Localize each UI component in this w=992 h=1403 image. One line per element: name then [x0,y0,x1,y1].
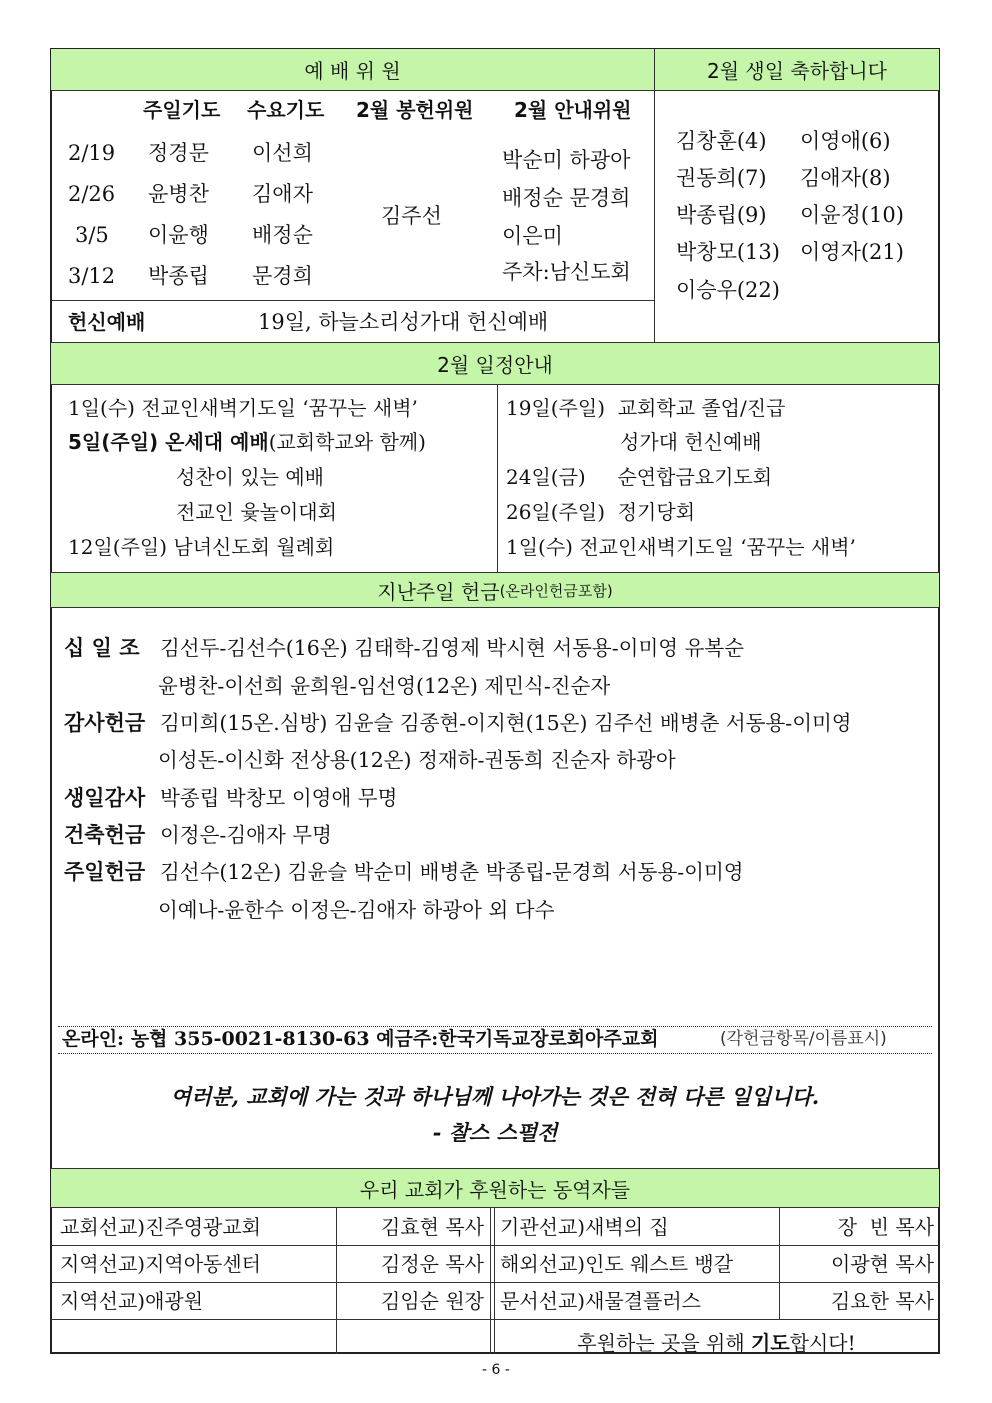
worship-title: 예 배 위 원 [304,59,401,83]
offering-line: 김미희(15온.심방) 김윤슬 김종현-이지현(15온) 김주선 배병춘 서동용-이미영 [160,711,852,735]
offering-member: 김주선 [381,204,442,228]
support-org: 지역선교)애광원 [60,1289,204,1313]
support-org: 해외선교)인도 웨스트 뱅갈 [500,1252,734,1276]
schedule-item: 전교인 윷놀이대회 [176,500,337,524]
col-wednesday-prayer: 수요기도 [247,98,325,122]
birthday-name: 이영자(21) [800,240,904,264]
offering-header [51,572,939,608]
birthday-name: 이영애(6) [800,129,891,153]
support-closing: 후원하는 곳을 위해 기도합시다! [577,1331,856,1355]
birthday-name: 이윤정(10) [800,203,904,227]
support-org: 기관선교)새벽의 집 [500,1215,669,1239]
row-wednesday: 김애자 [252,182,313,206]
divider [654,49,655,342]
support-person: 김요한 목사 [831,1289,934,1313]
offering-label: 감사헌금 [64,711,146,735]
row-sunday: 박종립 [148,264,209,288]
row-wednesday: 배정순 [252,223,313,247]
worship-header [51,49,654,91]
birthday-name: 김창훈(4) [676,129,767,153]
quote-author: - 찰스 스펄전 [432,1120,558,1145]
schedule-title: 2월 일정안내 [437,353,553,377]
schedule-header [51,342,939,385]
offering-label: 건축헌금 [64,823,146,847]
schedule-item: 24일(금) 순연합금요기도회 [506,465,773,489]
schedule-item: 26일(주일) 정기당회 [506,500,696,524]
row-date: 2/26 [68,182,116,206]
offering-line: 윤병찬-이선희 윤희원-임선영(12온) 제민식-진순자 [158,674,611,698]
row-sunday: 이윤행 [148,223,209,247]
divider [497,385,498,572]
row-sunday: 정경문 [148,141,209,165]
offering-label: 주일헌금 [64,860,146,884]
support-org: 지역선교)지역아동센터 [60,1252,262,1276]
usher-line: 배정순 문경희 [502,186,631,210]
offering-line: 이정은-김애자 무명 [160,823,332,847]
schedule-item: 1일(수) 전교인새벽기도일 ‘꿈꾸는 새벽’ [506,535,856,559]
birthday-name: 박종립(9) [676,203,767,227]
dedication-text: 19일, 하늘소리성가대 헌신예배 [258,310,549,334]
birthday-name: 권동희(7) [676,166,767,190]
support-org: 교회선교)진주영광교회 [60,1215,262,1239]
col-usher-team: 2월 안내위원 [514,98,632,122]
offering-label: 십 일 조 [64,636,140,660]
usher-line: 박순미 하광아 [502,148,631,172]
schedule-item: 성찬이 있는 예배 [176,465,324,489]
birthday-title: 2월 생일 축하합니다 [707,59,887,83]
schedule-item: 1일(수) 전교인새벽기도일 ‘꿈꾸는 새벽’ [68,396,418,420]
birthday-name: 김애자(8) [800,166,891,190]
row-date: 3/12 [68,264,116,288]
support-person: 이광현 목사 [831,1252,934,1276]
schedule-item: 5일(주일) 온세대 예배(교회학교와 함께) [68,430,426,454]
offering-label: 생일감사 [64,786,146,810]
divider [51,300,654,301]
row-wednesday: 이선희 [252,141,313,165]
divider [51,1319,939,1320]
usher-line: 이은미 [502,224,563,248]
divider [51,1245,939,1246]
offering-title: 지난주일 헌금 [377,579,500,604]
offering-line: 이성돈-이신화 전상용(12온) 정재하-권동희 진순자 하광아 [158,748,676,772]
online-note: (각헌금항목/이름표시) [720,1029,887,1049]
row-date: 2/19 [68,141,116,165]
birthday-name: 박창모(13) [676,240,780,264]
schedule-item: 12일(주일) 남녀신도회 월례회 [68,535,335,559]
offering-line: 김선수(12온) 김윤슬 박순미 배병춘 박종립-문경희 서동용-이미영 [160,860,744,884]
row-date: 3/5 [75,223,109,247]
offering-title-note: (온라인헌금포함) [499,581,613,600]
offering-line: 박종립 박창모 이영애 무명 [160,786,398,810]
support-person: 김정운 목사 [381,1252,484,1276]
page-number: - 6 - [482,1362,510,1378]
support-person: 장 빈 목사 [837,1215,934,1239]
row-sunday: 윤병찬 [148,182,209,206]
support-person: 김임순 원장 [381,1289,484,1313]
dedication-label: 헌신예배 [68,310,146,334]
divider [490,1208,491,1354]
col-sunday-prayer: 주일기도 [143,98,221,122]
schedule-item: 19일(주일) 교회학교 졸업/진급 [506,396,786,420]
online-account: 온라인: 농협 355-0021-8130-63 예금주:한국기독교장로회아주교회 [62,1028,659,1050]
divider [51,1282,939,1283]
offering-line: 김선두-김선수(16온) 김태학-김영제 박시현 서동용-이미영 유복순 [160,636,745,660]
row-wednesday: 문경희 [252,264,313,288]
support-title: 우리 교회가 후원하는 동역자들 [359,1177,631,1202]
birthday-header [655,49,939,91]
support-org: 문서선교)새물결플러스 [500,1289,702,1313]
col-offering-team: 2월 봉헌위원 [356,98,474,122]
usher-line: 주차:남신도회 [502,260,631,284]
quote-text: 여러분, 교회에 가는 것과 하나님께 나아가는 것은 전혀 다른 일입니다. [170,1084,820,1109]
support-person: 김효현 목사 [381,1215,484,1239]
support-header [51,1168,939,1208]
birthday-name: 이승우(22) [676,278,780,302]
offering-line: 이예나-윤한수 이정은-김애자 하광아 외 다수 [158,898,555,922]
schedule-item: 성가대 헌신예배 [620,430,762,454]
